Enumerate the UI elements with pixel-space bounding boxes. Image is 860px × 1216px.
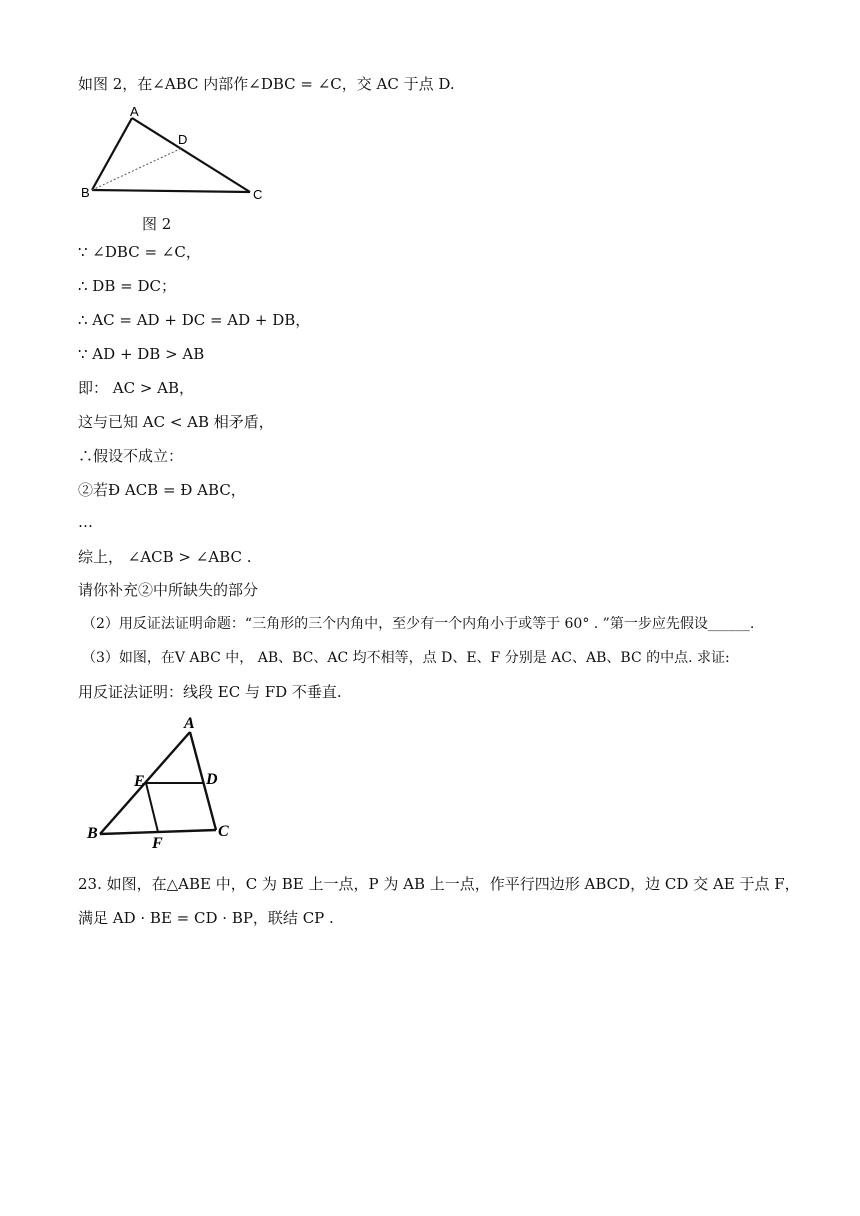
label-d: D — [206, 771, 218, 788]
triangle-abc-diagram — [78, 104, 278, 204]
text-line-17: 满足 AD · BE = CD · BP，联结 CP . — [78, 909, 334, 927]
text-line-10: … — [78, 513, 93, 531]
text-line-5: ∵ AD + DB > AB — [78, 345, 205, 363]
text-line-7: 这与已知 AC < AB 相矛盾， — [78, 413, 274, 431]
segment-ab — [92, 118, 132, 190]
text-line-9: ②若Ð ACB = Ð ABC， — [78, 481, 246, 499]
label-c: C — [253, 187, 263, 202]
text-line-15: 用反证法证明：线段 EC 与 FD 不垂直. — [78, 683, 342, 701]
text-line-4: ∴ AC = AD + DC = AD + DB， — [78, 311, 311, 329]
label-c: C — [218, 823, 229, 840]
triangle-abc-midpoints-diagram — [82, 710, 242, 855]
label-a: A — [184, 715, 195, 732]
label-d: D — [178, 132, 188, 147]
midpoint-triangle-figure — [82, 710, 242, 855]
text-line-14: （3）如图，在V ABC 中， AB、BC、AC 均不相等，点 D、E、F 分别是 AC、AB、BC 的中点. 求证: — [82, 650, 730, 666]
text-line-11: 综上， ∠ACB > ∠ABC . — [78, 548, 252, 566]
label-b: B — [81, 185, 90, 200]
label-b: B — [87, 825, 98, 842]
text-line-16: 23. 如图，在△ABE 中，C 为 BE 上一点，P 为 AB 上一点，作平行四边形 ABCD，边 CD 交 AE 于点 F， — [78, 875, 800, 893]
segment-ac — [132, 118, 250, 192]
figure-caption: 图 2 — [142, 215, 172, 233]
text-line-6: 即： AC > AB， — [78, 379, 195, 397]
triangle-figure-2 — [78, 104, 278, 204]
segment-bd-dotted — [92, 148, 182, 190]
segment-bc — [92, 190, 250, 192]
text-line-13: （2）用反证法证明命题：“三角形的三个内角中，至少有一个内角小于或等于 60° . ”第一步应先假设______. — [82, 616, 755, 632]
label-f: F — [152, 835, 163, 852]
label-e: E — [134, 773, 145, 790]
text-line-12: 请你补充②中所缺失的部分 — [78, 581, 259, 599]
text-line-8: ∴假设不成立： — [78, 447, 184, 465]
segment-ef — [146, 783, 158, 832]
text-line-2: ∵ ∠DBC = ∠C， — [78, 243, 201, 261]
text-line-3: ∴ DB = DC； — [78, 277, 176, 295]
text-line-1: 如图 2，在∠ABC 内部作∠DBC = ∠C，交 AC 于点 D. — [78, 75, 455, 93]
label-a: A — [130, 104, 139, 119]
